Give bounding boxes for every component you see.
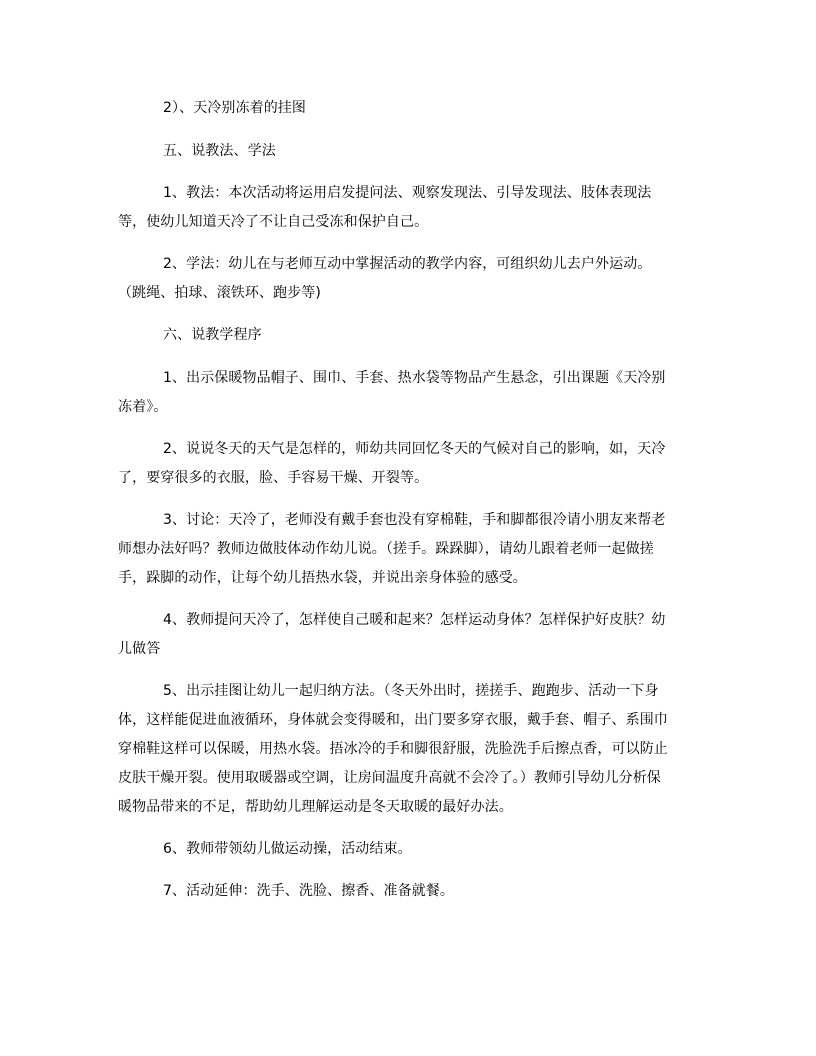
paragraph-line: 1、出示保暖物品帽子、围巾、手套、热水袋等物品产生悬念，引出课题《天冷别 <box>163 370 666 386</box>
paragraph-line: 2）、天冷别冻着的挂图 <box>163 100 307 116</box>
paragraph-line: 等，使幼儿知道天冷了不让自己受冻和保护自己。 <box>118 214 429 230</box>
paragraph-line: 体，这样能促进血液循环，身体就会变得暖和，出门要多穿衣服，戴手套、帽子、系围巾 <box>118 712 668 728</box>
paragraph-line: 穿棉鞋这样可以保暖，用热水袋。捂冰冷的手和脚很舒服，洗脸洗手后擦点香，可以防止 <box>118 741 668 757</box>
paragraph-line: 师想办法好吗？教师边做肢体动作幼儿说。（搓手。跺跺脚），请幼儿跟着老师一起做搓 <box>118 541 654 557</box>
paragraph-line: 3、讨论：天冷了，老师没有戴手套也没有穿棉鞋，手和脚都很冷请小朋友来帮老 <box>163 512 666 528</box>
paragraph-line: 5、出示挂图让幼儿一起归纳方法。（冬天外出时，搓搓手、跑跑步、活动一下身 <box>163 683 659 699</box>
paragraph-line: 2、学法：幼儿在与老师互动中掌握活动的教学内容，可组织幼儿去户外运动。 <box>163 256 652 272</box>
paragraph-line: 7、活动延伸：洗手、洗脸、擦香、准备就餐。 <box>163 883 455 899</box>
section-heading: 六、说教学程序 <box>163 327 262 343</box>
paragraph-line: 4、教师提问天冷了，怎样使自己暖和起来？怎样运动身体？怎样保护好皮肤？幼 <box>163 612 666 628</box>
paragraph-line: 暖物品带来的不足，帮助幼儿理解运动是冬天取暖的最好办法。 <box>118 799 513 815</box>
paragraph-line: 手，跺脚的动作，让每个幼儿捂热水袋，并说出亲身体验的感受。 <box>118 570 527 586</box>
paragraph-line: 6、教师带领幼儿做运动操，活动结束。 <box>163 841 412 857</box>
paragraph-line: （跳绳、拍球、滚铁环、跑步等) <box>118 285 321 301</box>
paragraph-line: 皮肤干燥开裂。使用取暖器或空调，让房间温度升高就不会冷了。）教师引导幼儿分析保 <box>118 770 661 786</box>
paragraph-line: 冻着》。 <box>118 399 168 415</box>
paragraph-line: 1、教法：本次活动将运用启发提问法、观察发现法、引导发现法、肢体表现法 <box>163 185 652 201</box>
paragraph-line: 2、说说冬天的天气是怎样的，师幼共同回忆冬天的气候对自己的影响，如，天冷 <box>163 441 666 457</box>
paragraph-line: 儿做答 <box>118 641 161 657</box>
section-heading: 五、说教法、学法 <box>163 143 276 159</box>
paragraph-line: 了，要穿很多的衣服，脸、手容易干燥、开裂等。 <box>118 470 429 486</box>
